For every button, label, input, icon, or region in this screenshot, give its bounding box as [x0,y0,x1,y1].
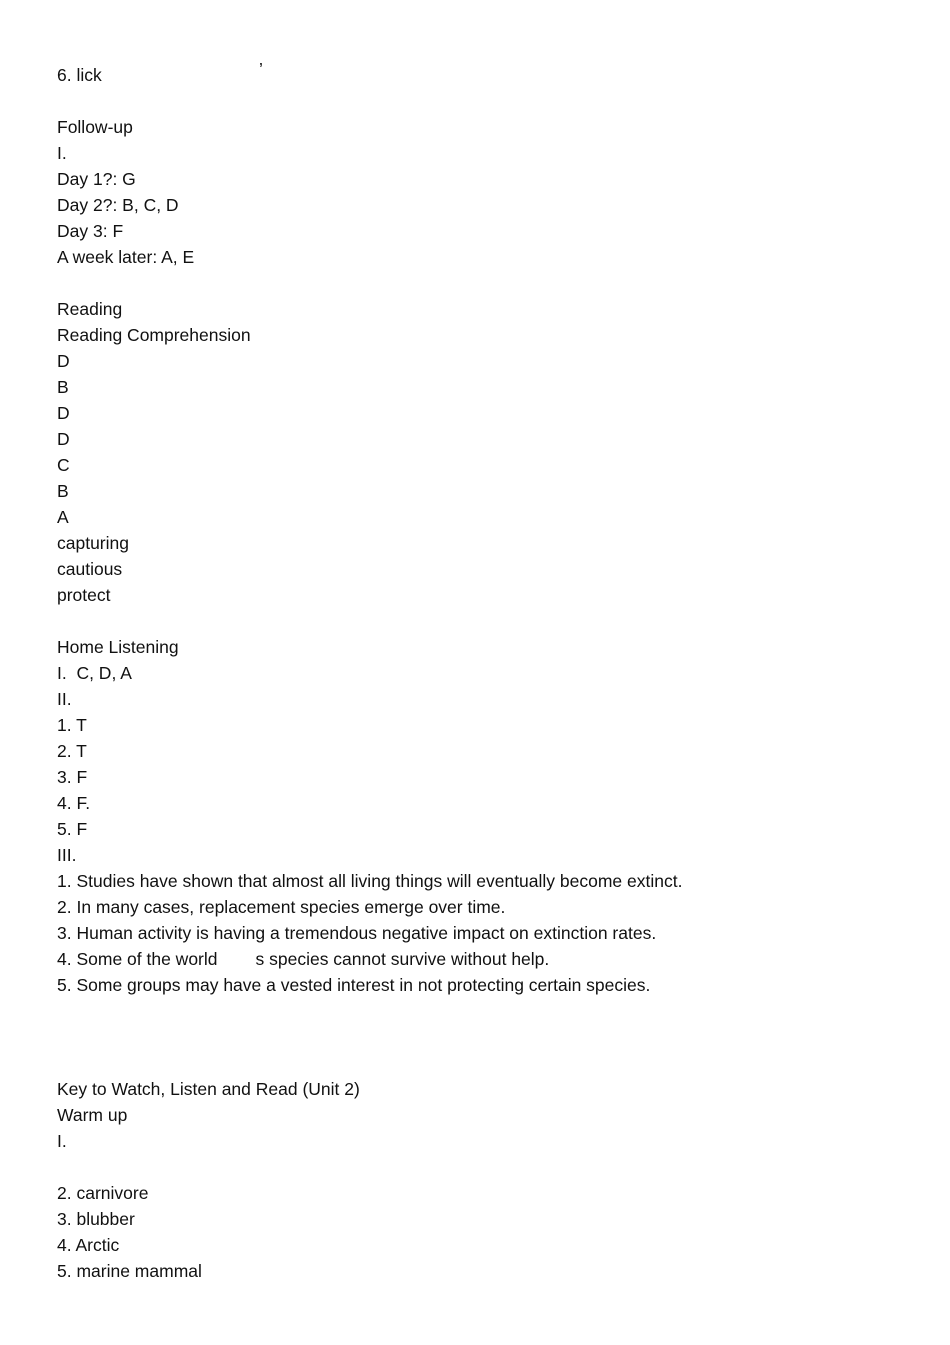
warmup-item: 4. Arctic [57,1235,120,1255]
reading-word: protect [57,585,111,605]
home-listening-sentence: 5. Some groups may have a vested interest in not protecting certain species. [57,975,651,995]
vocab-item-6: 6. lick [57,65,102,85]
home-listening-tf-item: 5. F [57,819,88,839]
followup-item: A week later: A, E [57,247,195,267]
spacer [57,998,910,1076]
reading-answer: D [57,351,70,371]
home-listening-part1: I. C, D, A [57,663,132,683]
document-page [57,59,910,1284]
home-listening-tf-item: 3. F [57,767,88,787]
followup-part-label: I. [57,143,67,163]
reading-answer: D [57,403,70,423]
warmup-item: 3. blubber [57,1209,135,1229]
sentence-4-end: s species cannot survive without help. [255,949,550,969]
reading-answer: D [57,429,70,449]
spacer [57,608,910,634]
reading-heading: Reading [57,299,123,319]
warmup-heading: Warm up [57,1105,128,1125]
home-listening-tf-item: 1. T [57,715,87,735]
apostrophe: ’ [259,59,263,79]
reading-answer: B [57,481,69,501]
home-listening-part3-label: III. [57,845,77,865]
reading-word: capturing [57,533,129,553]
unit2-heading: Key to Watch, Listen and Read (Unit 2) [57,1079,360,1099]
followup-item: Day 2?: B, C, D [57,195,179,215]
reading-answer: A [57,507,69,527]
reading-answer: B [57,377,69,397]
warmup-item: 5. marine mammal [57,1261,202,1281]
home-listening-tf-item: 4. F. [57,793,91,813]
followup-heading: Follow-up [57,117,133,137]
home-listening-sentence: 1. Studies have shown that almost all living things will eventually become extinct. [57,871,683,891]
reading-subheading: Reading Comprehension [57,325,251,345]
followup-item: Day 1?: G [57,169,136,189]
sentence-4-start: 4. Some of the world [57,949,218,969]
home-listening-sentence: 2. In many cases, replacement species emerge over time. [57,897,506,917]
spacer [57,1154,910,1180]
spacer [57,270,910,296]
home-listening-heading: Home Listening [57,637,179,657]
warmup-part-label: I. [57,1131,67,1151]
home-listening-tf-item: 2. T [57,741,87,761]
reading-answer: C [57,455,70,475]
home-listening-sentence: 3. Human activity is having a tremendous negative impact on extinction rates. [57,923,657,943]
reading-word: cautious [57,559,123,579]
spacer [57,88,910,114]
home-listening-part2-label: II. [57,689,72,709]
followup-item: Day 3: F [57,221,124,241]
warmup-item: 2. carnivore [57,1183,149,1203]
